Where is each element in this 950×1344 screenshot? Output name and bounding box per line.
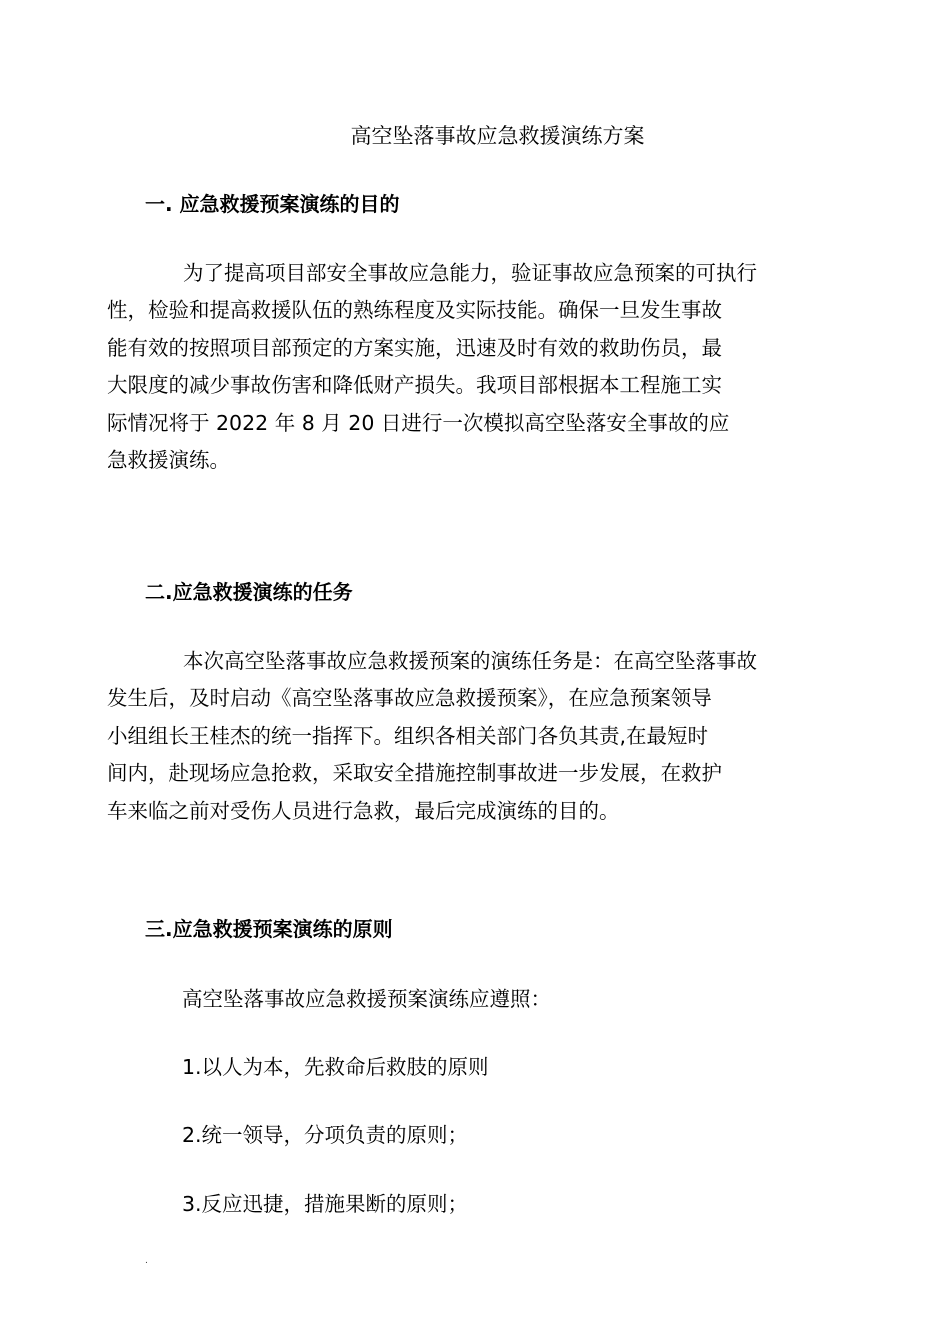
section-heading-principles: 三.应急救援预案演练的原则 [145,917,393,941]
paragraph-line: 为了提高项目部安全事故应急能力，验证事故应急预案的可执行 [183,261,757,285]
paragraph-line: 本次高空坠落事故应急救援预案的演练任务是：在高空坠落事故 [183,649,757,673]
paragraph-line: 性，检验和提高救援队伍的熟练程度及实际技能。确保一旦发生事故 [107,298,722,323]
paragraph-line: 小组组长王桂杰的统一指挥下。组织各相关部门各负其责,在最短时 [107,723,709,748]
section-heading-purpose: 一. 应急救援预案演练的目的 [145,192,400,216]
section-paragraph-tasks [107,643,810,830]
principle-item: 1.以人为本，先救命后救肢的原则 [182,1055,489,1079]
section-paragraph-purpose [107,255,810,479]
document-title: 高空坠落事故应急救援演练方案 [350,124,645,148]
paragraph-line: 急救援演练。 [107,448,230,473]
principle-item: 2.统一领导，分项负责的原则； [182,1123,469,1147]
paragraph-line: 车来临之前对受伤人员进行急救，最后完成演练的目的。 [107,798,620,823]
section-heading-tasks: 二.应急救援演练的任务 [145,580,353,604]
footer-mark: . [145,1256,148,1266]
paragraph-line: 际情况将于 2022 年 8 月 20 日进行一次模拟高空坠落安全事故的应 [107,410,730,435]
paragraph-line: 发生后，及时启动《高空坠落事故应急救援预案》，在应急预案领导 [107,686,712,711]
paragraph-line: 大限度的减少事故伤害和降低财产损失。我项目部根据本工程施工实 [107,373,722,398]
paragraph-line: 能有效的按照项目部预定的方案实施，迅速及时有效的救助伤员，最 [107,335,722,360]
principles-intro: 高空坠落事故应急救援预案演练应遵照： [182,987,551,1011]
principle-item: 3.反应迅捷，措施果断的原则； [182,1192,469,1216]
paragraph-line: 间内，赴现场应急抢救，采取安全措施控制事故进一步发展，在救护 [107,761,722,786]
